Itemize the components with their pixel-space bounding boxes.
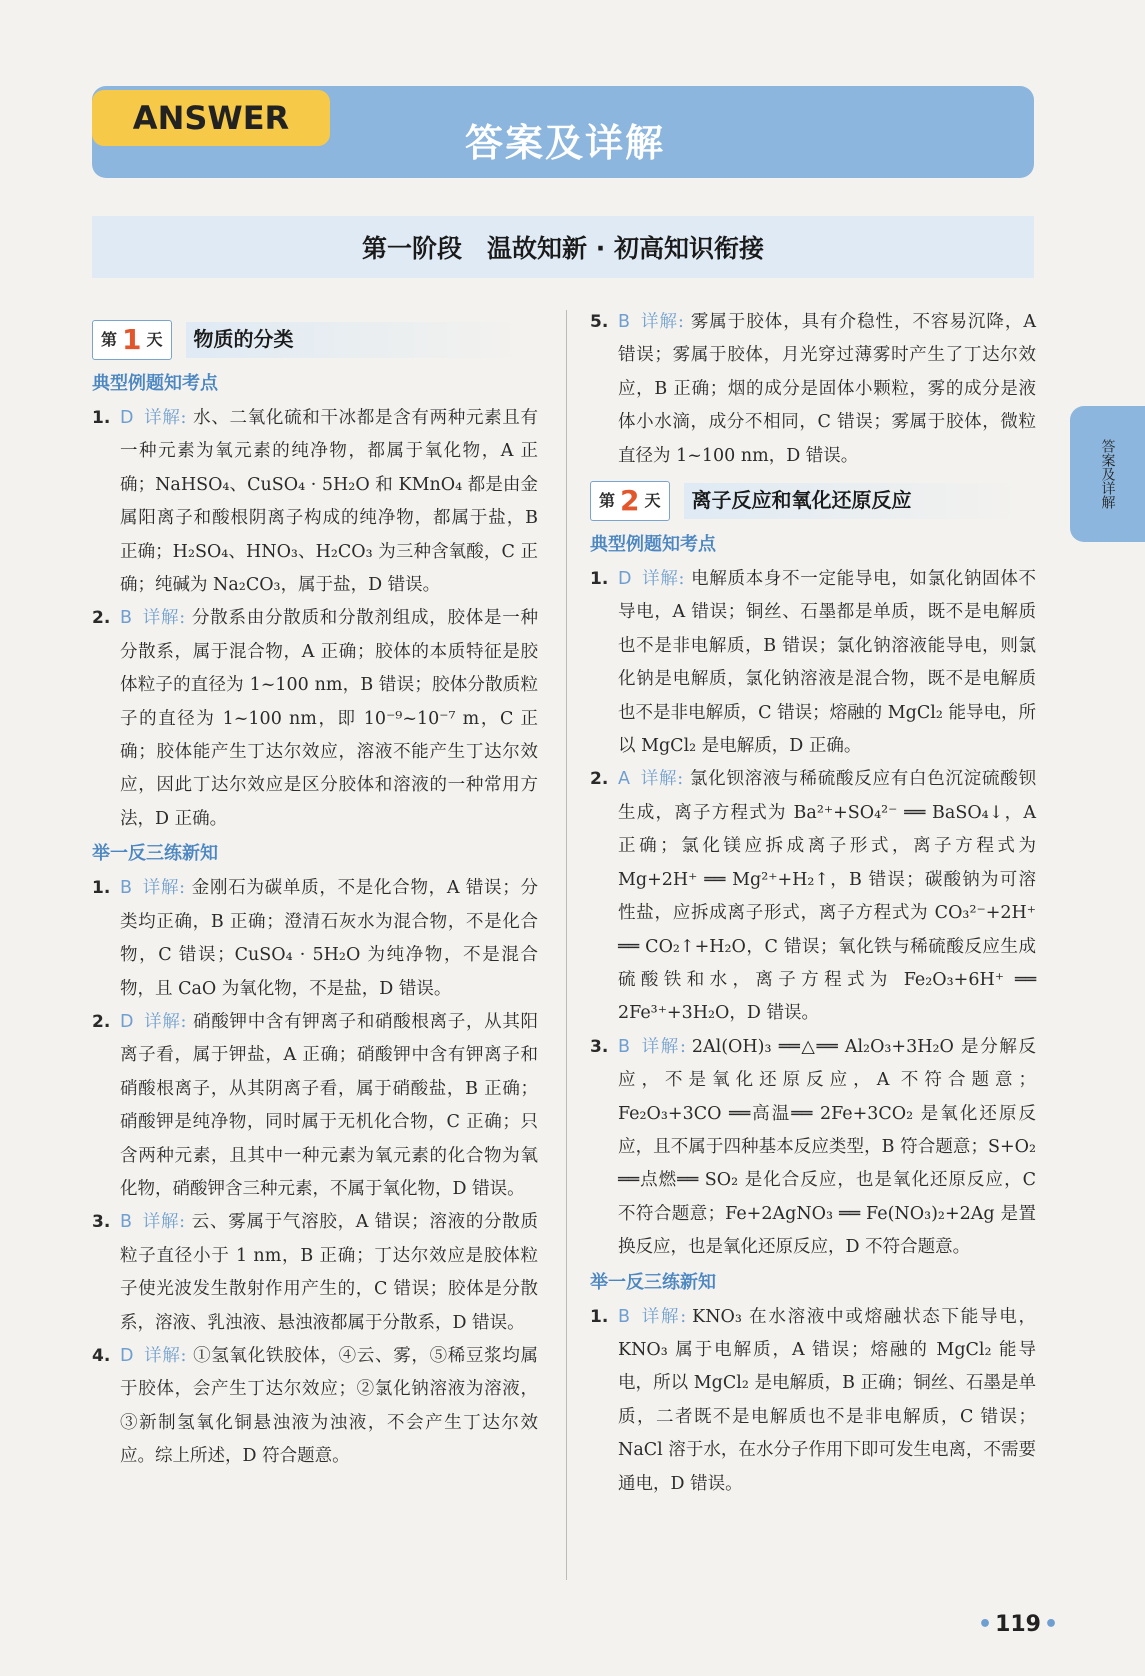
page-number: • 119 • <box>975 1612 1061 1637</box>
explanation-label: 详解: <box>641 569 685 590</box>
explanation-label: 详解: <box>143 1011 187 1032</box>
day-suffix: 天 <box>146 330 163 350</box>
item-number: 1. <box>92 878 111 899</box>
left-column <box>92 312 538 1474</box>
item-text-block <box>120 872 538 1006</box>
answer-item <box>590 763 1036 1030</box>
explanation-label: 详解: <box>142 608 186 629</box>
answer-item <box>590 563 1036 763</box>
item-text-block <box>120 1206 538 1340</box>
answer-item <box>590 1031 1036 1265</box>
item-number: 2. <box>590 769 609 790</box>
section-heading: 举一反三练新知 <box>92 843 218 865</box>
answer-letter: D <box>618 569 632 590</box>
explanation-label: 详解: <box>142 1212 186 1233</box>
stage-title: 第一阶段 温故知新 · 初高知识衔接 <box>92 216 1034 278</box>
answer-item <box>92 872 538 1006</box>
day-prefix: 第 <box>599 491 616 511</box>
side-tab <box>1070 406 1145 542</box>
answer-item <box>92 1006 538 1206</box>
item-text-block <box>120 402 538 602</box>
answer-letter: B <box>618 312 631 332</box>
explanation-text: 云、雾属于气溶胶，A 错误；溶液的分散质粒子直径小于 1 nm，B 正确；丁达尔效应是胶体粒子使光波发生散射作用产生的，C 错误；胶体是分散系，溶液、乳浊液、悬浊液都属于分散系，D 错误。 <box>120 1212 538 1333</box>
answer-letter: B <box>120 878 133 899</box>
item-number: 1. <box>590 1306 609 1327</box>
answer-letter: D <box>120 1011 134 1032</box>
item-text-block <box>618 763 1036 1030</box>
answer-list <box>92 872 538 1473</box>
right-column <box>590 306 1036 1501</box>
explanation-text: 电解质本身不一定能导电，如氯化钠固体不导电，A 错误；铜丝、石墨都是单质，既不是电解质也不是非电解质，B 错误；氯化钠溶液能导电，则氯化钠是电解质，氯化钠溶液是混合物，既不是电解质也不是非电解质，C 错误；熔融的 MgCl₂ 能导电，所以 MgCl₂ 是电解质，D 正确。 <box>618 569 1037 757</box>
explanation-text: 雾属于胶体，具有介稳性，不容易沉降，A 错误；雾属于胶体，月光穿过薄雾时产生了丁达尔效应，B 正确；烟的成分是固体小颗粒，雾的成分是液体小水滴，成分不相同，C 错误；雾属于胶体，微粒直径为 1~100 nm，D 错误。 <box>618 312 1036 466</box>
explanation-text: 2Al(OH)₃ ══△══ Al₂O₃+3H₂O 是分解反应，不是氧化还原反应，A 不符合题意；Fe₂O₃+3CO ══高温══ 2Fe+3CO₂ 是氧化还原反应，且不属于四种基本反应类型，B 符合题意；S+O₂ ══点燃══ SO₂ 是化合反应，也是氧化还原反应，C 不符合题意；Fe+2AgNO₃ ══ Fe(NO₃)₂+2Ag 是置换反应，也是氧化还原反应，D 不符合题意。 <box>618 1036 1036 1258</box>
explanation-label: 详解: <box>640 1306 687 1327</box>
answer-letter: B <box>618 1036 631 1057</box>
answer-tag: ANSWER <box>92 90 330 146</box>
answer-list <box>590 1301 1036 1501</box>
explanation-label: 详解: <box>640 312 684 332</box>
item-text-block <box>618 306 1036 473</box>
section-heading: 典型例题知考点 <box>590 534 716 556</box>
item-number: 3. <box>590 1036 609 1057</box>
page-title: 答案及详解 <box>464 121 665 165</box>
day-prefix: 第 <box>101 330 118 350</box>
day-number: 1 <box>122 323 142 357</box>
item-text-block <box>120 602 538 836</box>
explanation-text: 分散系由分散质和分散剂组成，胶体是一种分散系，属于混合物，A 正确；胶体的本质特征是胶体粒子的直径为 1~100 nm，B 错误；胶体分散质粒子的直径为 1~100 nm，即 10⁻⁹~10⁻⁷ m，C 正确；胶体能产生丁达尔效应，溶液不能产生丁达尔效应，因此丁达尔效应是区分胶体和溶液的一种常用方法，D 正确。 <box>120 608 539 829</box>
answer-item <box>590 1301 1036 1501</box>
explanation-label: 详解: <box>639 769 684 790</box>
explanation-label: 详解: <box>142 878 186 899</box>
item-number: 4. <box>92 1345 111 1366</box>
explanation-text: ①氢氧化铁胶体，④云、雾，⑤稀豆浆均属于胶体，会产生丁达尔效应；②氯化钠溶液为溶液，③新制氢氧化铜悬浊液为浊液，不会产生丁达尔效应。综上所述，D 符合题意。 <box>120 1345 539 1467</box>
explanation-text: 金刚石为碳单质，不是化合物，A 错误；分类均正确，B 正确；澄清石灰水为混合物，不是化合物，C 错误；CuSO₄ · 5H₂O 为纯净物，不是混合物，且 CaO 为氧化物，不是盐，D 错误。 <box>120 878 538 999</box>
column-divider <box>566 310 567 1580</box>
day-number: 2 <box>620 484 640 518</box>
item-text-block <box>618 1031 1036 1265</box>
answer-item <box>92 1206 538 1340</box>
answer-letter: D <box>120 1345 134 1366</box>
answer-list <box>92 402 538 836</box>
answer-letter: A <box>618 769 630 790</box>
item-text-block <box>120 1340 538 1474</box>
item-number: 1. <box>92 408 111 428</box>
explanation-label: 详解: <box>640 1036 686 1057</box>
item-number: 3. <box>92 1212 111 1233</box>
explanation-text: 氯化钡溶液与稀硫酸反应有白色沉淀硫酸钡生成，离子方程式为 Ba²⁺+SO₄²⁻ ══ BaSO₄↓，A 正确；氯化镁应拆成离子形式，离子方程式为 Mg+2H⁺ ══ Mg²⁺+H₂↑，B 错误；碳酸钠为可溶性盐，应拆成离子形式，离子方程式为 CO₃²⁻+2H⁺ ══ CO₂↑+H₂O，C 错误；氧化铁与稀硫酸反应生成硫酸铁和水，离子方程式为 Fe₂O₃+6H⁺ ══ 2Fe³⁺+3H₂O，D 错误。 <box>618 769 1036 1024</box>
section-heading: 典型例题知考点 <box>92 373 218 394</box>
explanation-label: 详解: <box>143 1345 187 1366</box>
item-text-block <box>618 563 1036 763</box>
answer-list <box>590 563 1036 1265</box>
day-badge <box>92 320 172 360</box>
answer-item <box>590 306 1036 473</box>
explanation-text: 硝酸钾中含有钾离子和硝酸根离子，从其阳离子看，属于钾盐，A 正确；硝酸钾中含有钾离子和硝酸根离子，从其阴离子看，属于硝酸盐，B 正确；硝酸钾是纯净物，同时属于无机化合物，C 正确；只含两种元素，且其中一种元素为氧元素的化合物为氧化物，硝酸钾含三种元素，不属于氧化物，D 错误。 <box>120 1011 539 1199</box>
item-number: 2. <box>92 608 111 629</box>
answer-letter: B <box>120 1212 133 1233</box>
item-text-block <box>618 1301 1036 1501</box>
day-title: 物质的分类 <box>186 322 538 358</box>
side-tab-label: 答案及详解 <box>1099 439 1116 509</box>
day-header <box>590 479 1036 523</box>
answer-letter: D <box>120 408 134 428</box>
item-number: 2. <box>92 1011 111 1032</box>
item-number: 5. <box>590 312 609 332</box>
day-title: 离子反应和氧化还原反应 <box>684 483 1036 519</box>
day-suffix: 天 <box>644 491 661 511</box>
answer-letter: B <box>618 1306 631 1327</box>
day-header <box>92 318 538 362</box>
explanation-text: 水、二氧化硫和干冰都是含有两种元素且有一种元素为氧元素的纯净物，都属于氧化物，A 正确；NaHSO₄、CuSO₄ · 5H₂O 和 KMnO₄ 都是由金属阳离子和酸根阴离子构成的纯净物，都属于盐，B 正确；H₂SO₄、HNO₃、H₂CO₃ 为三种含氧酸，C 正确；纯碱为 Na₂CO₃，属于盐，D 错误。 <box>120 408 539 596</box>
item-text-block <box>120 1006 538 1206</box>
answer-item <box>92 602 538 836</box>
answer-letter: B <box>120 608 133 629</box>
explanation-text: KNO₃ 在水溶液中或熔融状态下能导电，KNO₃ 属于电解质，A 错误；熔融的 MgCl₂ 能导电，所以 MgCl₂ 是电解质，B 正确；铜丝、石墨是单质，二者既不是电解质也不是非电解质，C 错误；NaCl 溶于水，在水分子作用下即可发生电离，不需要通电，D 错误。 <box>618 1306 1036 1494</box>
answer-item <box>92 1340 538 1474</box>
answer-item <box>92 402 538 602</box>
explanation-label: 详解: <box>143 408 187 428</box>
section-heading: 举一反三练新知 <box>590 1271 716 1293</box>
day-badge <box>590 481 670 521</box>
item-number: 1. <box>590 569 609 590</box>
answer-list <box>590 306 1036 473</box>
